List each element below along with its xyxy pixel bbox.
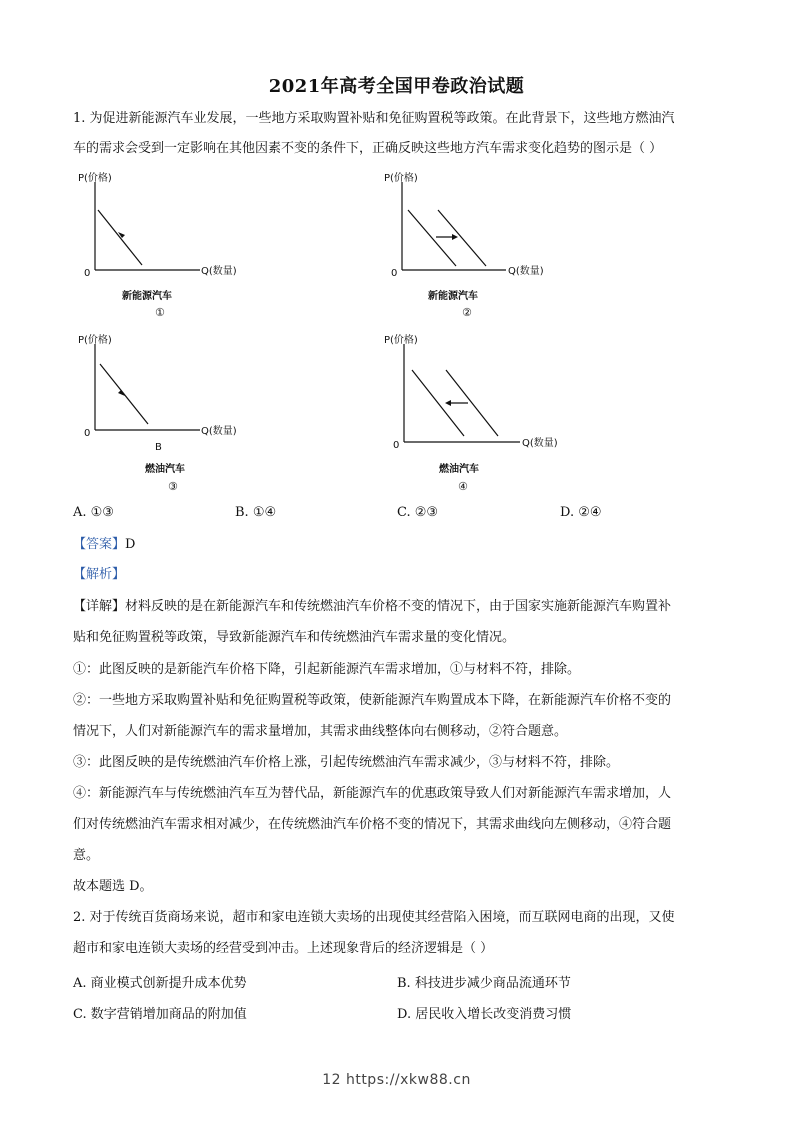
graph-1-number: ①: [155, 306, 165, 319]
graph-1-origin: 0: [84, 268, 91, 279]
q1-option-d[interactable]: D. ②④: [560, 505, 602, 520]
q2-option-a[interactable]: A. 商业模式创新提升成本优势: [73, 976, 247, 991]
q2-stem-line2: 超市和家电连锁大卖场的经营受到冲击。上述现象背后的经济逻辑是（ ）: [73, 941, 494, 956]
q2-option-b[interactable]: B. 科技进步减少商品流通环节: [397, 976, 571, 991]
q2-stem-line1: 2. 对于传统百货商场来说，超市和家电连锁大卖场的出现使其经营陷入困境，而互联网电商的出现，又使: [73, 910, 675, 925]
q2-option-c[interactable]: C. 数字营销增加商品的附加值: [73, 1007, 247, 1022]
graph-3-caption: 燃油汽车: [145, 464, 185, 475]
page-title: 2021年高考全国甲卷政治试题: [268, 76, 525, 97]
analysis-tag: 【解析】: [73, 567, 126, 582]
graph-1-caption: 新能源汽车: [122, 291, 172, 302]
graph-3: [70, 332, 250, 494]
q1-option-c[interactable]: C. ②③: [397, 505, 439, 520]
graph-3-extra-label: B: [155, 442, 162, 453]
graph-3-origin: 0: [84, 428, 91, 439]
graph-2: [374, 170, 564, 322]
graph-4-ylabel: P(价格): [384, 335, 418, 346]
graph-1-xlabel: Q(数量): [201, 266, 237, 277]
detail-line: 情况下，人们对新能源汽车的需求量增加，其需求曲线整体向右侧移动，②符合题意。: [73, 724, 568, 739]
q1-answer: [73, 536, 723, 554]
graph-1-ylabel: P(价格): [78, 173, 112, 184]
q1-stem-line2: 车的需求会受到一定影响在其他因素不变的条件下，正确反映这些地方汽车需求变化趋势的图示是（ ）: [73, 141, 663, 156]
graph-1: [70, 170, 250, 322]
graph-2-origin: 0: [391, 268, 398, 279]
graph-2-xlabel: Q(数量): [508, 266, 544, 277]
graph-4-origin: 0: [393, 440, 400, 451]
q1-option-a[interactable]: A. ①③: [73, 505, 114, 520]
detail-line: ④：新能源汽车与传统燃油汽车互为替代品，新能源汽车的优惠政策导致人们对新能源汽车需求增加，人: [73, 786, 672, 801]
graph-2-number: ②: [462, 306, 472, 319]
detail-line: 们对传统燃油汽车需求相对减少，在传统燃油汽车价格不变的情况下，其需求曲线向左侧移动，④符合题: [73, 817, 672, 832]
graph-4-xlabel: Q(数量): [522, 438, 558, 449]
detail-line: 贴和免征购置税等政策，导致新能源汽车和传统燃油汽车需求量的变化情况。: [73, 630, 516, 645]
graph-3-xlabel: Q(数量): [201, 426, 237, 437]
detail-line: ①：此图反映的是新能汽车价格下降，引起新能源汽车需求增加，①与材料不符，排除。: [73, 662, 581, 677]
q2-option-d[interactable]: D. 居民收入增长改变消费习惯: [397, 1007, 572, 1022]
graph-4-number: ④: [458, 480, 468, 493]
conclusion-line: 故本题选 D。: [73, 879, 153, 894]
page-footer: 12 https://xkw88.cn: [322, 1072, 471, 1088]
graph-2-caption: 新能源汽车: [428, 291, 478, 302]
q1-option-b[interactable]: B. ①④: [235, 505, 277, 520]
graph-4-caption: 燃油汽车: [439, 464, 479, 475]
graph-2-ylabel: P(价格): [384, 173, 418, 184]
graph-3-number: ③: [168, 480, 178, 493]
detail-line: 意。: [73, 848, 100, 863]
q1-stem-line1: 1. 为促进新能源汽车业发展，一些地方采取购置补贴和免征购置税等政策。在此背景下，这些地方燃油汽: [73, 111, 675, 126]
graph-3-ylabel: P(价格): [78, 335, 112, 346]
answer-value: D: [125, 537, 136, 552]
graph-4: [374, 332, 574, 494]
detail-line: ②：一些地方采取购置补贴和免征购置税等政策，使新能源汽车购置成本下降，在新能源汽车价格不变的: [73, 693, 672, 708]
detail-line: 【详解】材料反映的是在新能源汽车和传统燃油汽车价格不变的情况下，由于国家实施新能源汽车购置补: [73, 599, 672, 614]
answer-tag: 【答案】: [73, 537, 126, 552]
detail-line: ③：此图反映的是传统燃油汽车价格上涨，引起传统燃油汽车需求减少，③与材料不符，排除。: [73, 755, 620, 770]
